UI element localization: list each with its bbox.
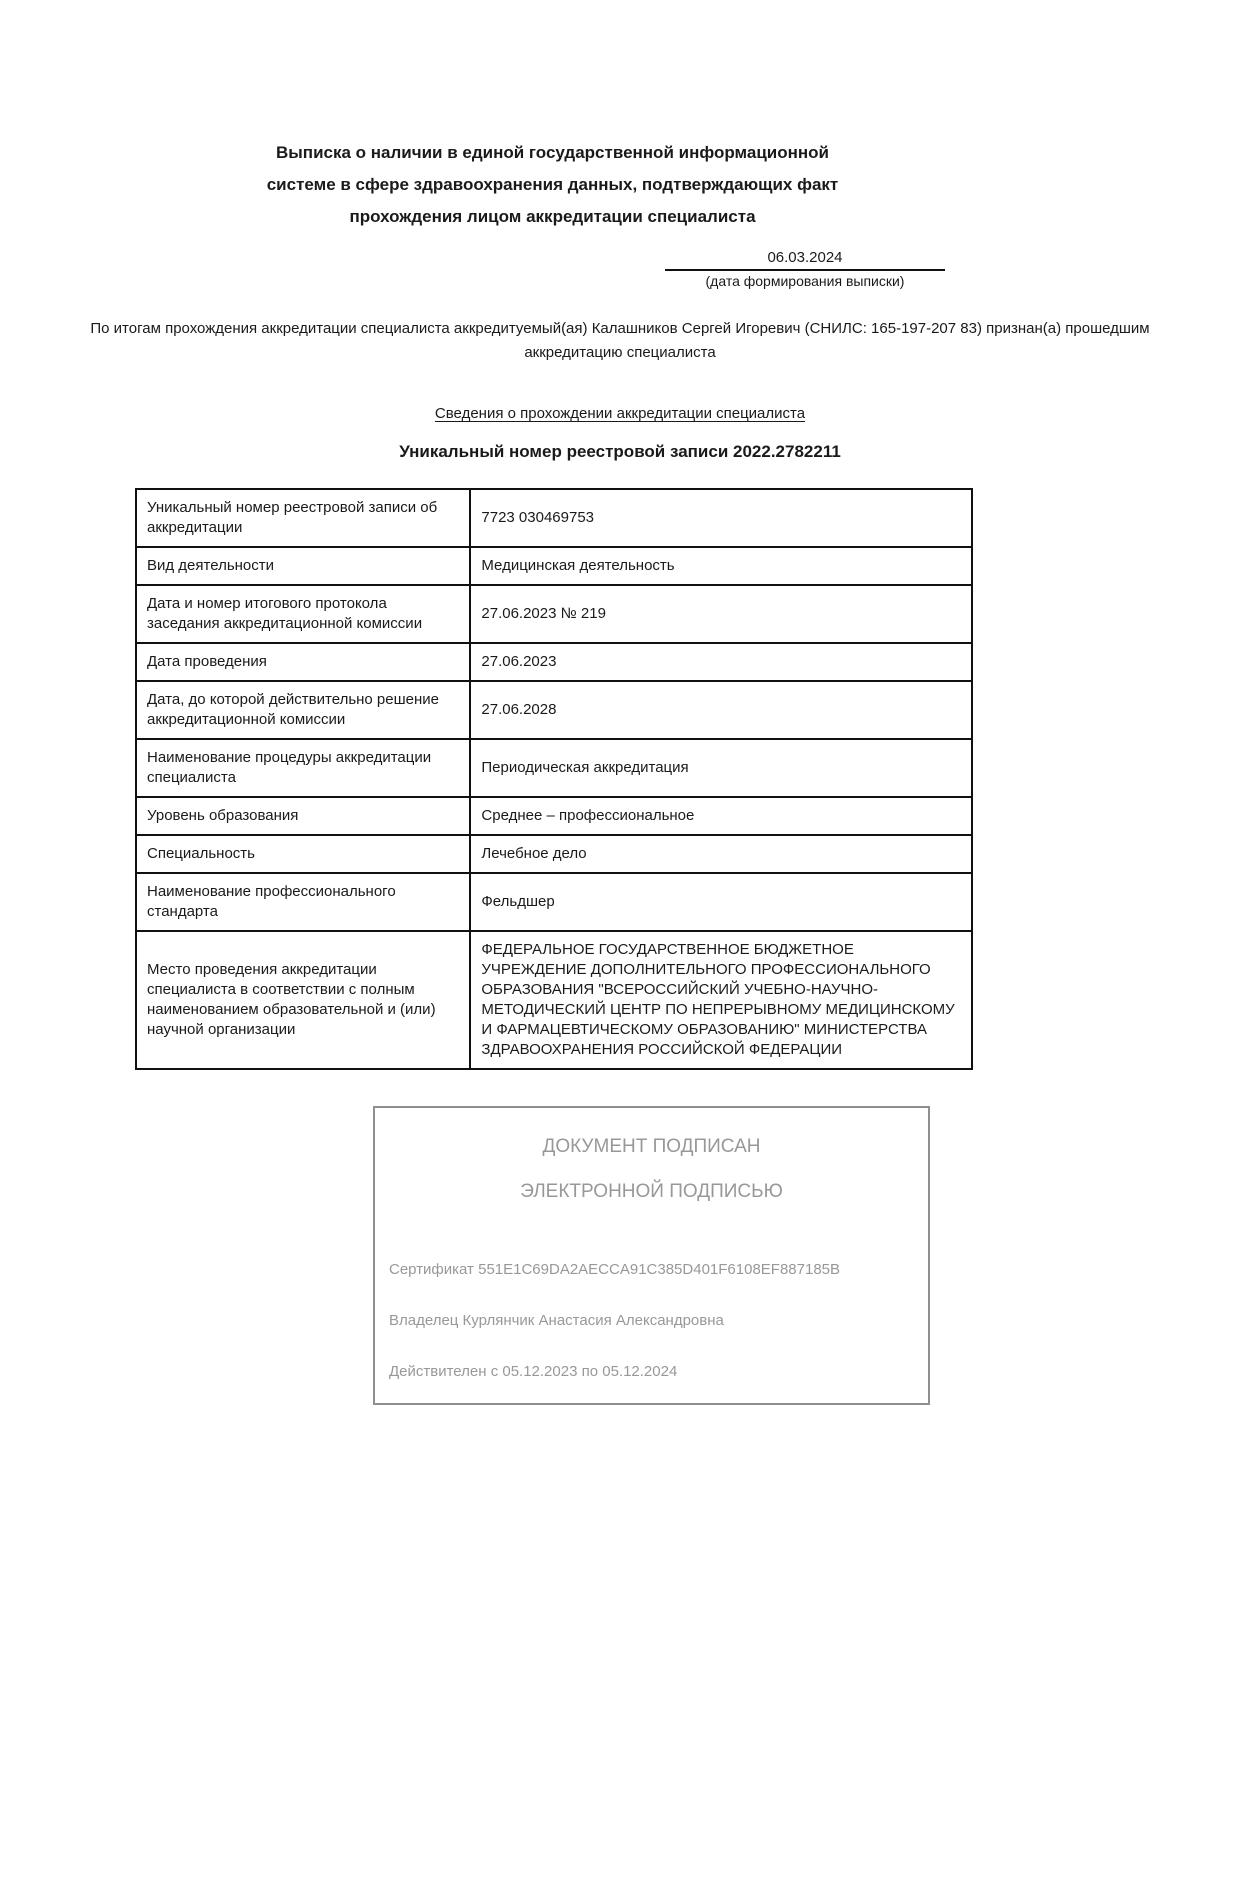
table-row	[136, 835, 972, 873]
table-row	[136, 489, 972, 547]
signature-owner: Владелец Курлянчик Анастасия Александровна	[389, 1312, 724, 1329]
table-row	[136, 643, 972, 681]
table-cell-value: 27.06.2023	[470, 643, 972, 681]
signature-certificate: Сертификат 551E1C69DA2AECCA91C385D401F6108EF887185B	[389, 1261, 841, 1278]
table-cell-value: Фельдшер	[470, 873, 972, 931]
document-title-line-2: системе в сфере здравоохранения данных, подтверждающих факт	[266, 175, 839, 194]
table-cell-label: Дата проведения	[136, 643, 470, 681]
table-cell-value: Среднее – профессиональное	[470, 797, 972, 835]
table-row	[136, 873, 972, 931]
document-title-line-3: прохождения лицом аккредитации специалиста	[349, 207, 756, 226]
table-cell-value: 7723 030469753	[470, 489, 972, 547]
signature-validity: Действителен с 05.12.2023 по 05.12.2024	[389, 1363, 678, 1380]
table-cell-label: Место проведения аккредитации специалиста в соответствии с полным наименованием образовательной и (или) научной организации	[136, 931, 470, 1069]
table-cell-label: Дата и номер итогового протокола заседания аккредитационной комиссии	[136, 585, 470, 643]
table-row	[136, 681, 972, 739]
table-cell-label: Наименование процедуры аккредитации специалиста	[136, 739, 470, 797]
signature-title-line-1: ДОКУМЕНТ ПОДПИСАН	[542, 1136, 761, 1157]
table-row	[136, 931, 972, 1069]
section-heading: Сведения о прохождении аккредитации специалиста	[434, 405, 806, 422]
accreditation-details-table	[135, 488, 973, 1070]
extract-date-block	[655, 249, 955, 289]
document-page	[0, 137, 1240, 1892]
document-title	[135, 137, 970, 233]
table-cell-label: Уровень образования	[136, 797, 470, 835]
table-cell-label: Дата, до которой действительно решение аккредитационной комиссии	[136, 681, 470, 739]
table-cell-value: 27.06.2028	[470, 681, 972, 739]
table-cell-value: ФЕДЕРАЛЬНОЕ ГОСУДАРСТВЕННОЕ БЮДЖЕТНОЕ УЧРЕЖДЕНИЕ ДОПОЛНИТЕЛЬНОГО ПРОФЕССИОНАЛЬНОГО ОБРАЗОВАНИЯ "ВСЕРОССИЙСКИЙ УЧЕБНО-НАУЧНО-МЕТОДИЧЕСКИЙ ЦЕНТР ПО НЕПРЕРЫВНОМУ МЕДИЦИНСКОМУ И ФАРМАЦЕВТИЧЕСКОМУ ОБРАЗОВАНИЮ" МИНИСТЕРСТВА ЗДРАВООХРАНЕНИЯ РОССИЙСКОЙ ФЕДЕРАЦИИ	[470, 931, 972, 1069]
table-row	[136, 739, 972, 797]
extract-date-value: 06.03.2024	[665, 249, 945, 271]
table-row	[136, 797, 972, 835]
registry-record-heading: Уникальный номер реестровой записи 2022.2782211	[399, 442, 841, 461]
table-cell-value: Периодическая аккредитация	[470, 739, 972, 797]
table-cell-value: Медицинская деятельность	[470, 547, 972, 585]
table-row	[136, 547, 972, 585]
table-cell-value: Лечебное дело	[470, 835, 972, 873]
accreditation-result-paragraph: По итогам прохождения аккредитации специалиста аккредитуемый(ая) Калашников Сергей Игоревич (СНИЛС: 165-197-207 83) признан(а) прошедшим аккредитацию специалиста	[90, 320, 1150, 361]
signature-title-line-2: ЭЛЕКТРОННОЙ ПОДПИСЬЮ	[520, 1181, 783, 1202]
table-cell-label: Специальность	[136, 835, 470, 873]
table-row	[136, 585, 972, 643]
table-cell-label: Наименование профессионального стандарта	[136, 873, 470, 931]
table-cell-label: Вид деятельности	[136, 547, 470, 585]
table-cell-label: Уникальный номер реестровой записи об аккредитации	[136, 489, 470, 547]
electronic-signature-stamp	[373, 1106, 930, 1405]
table-cell-value: 27.06.2023 № 219	[470, 585, 972, 643]
extract-date-caption: (дата формирования выписки)	[705, 273, 905, 289]
document-title-line-1: Выписка о наличии в единой государственной информационной	[276, 143, 829, 162]
